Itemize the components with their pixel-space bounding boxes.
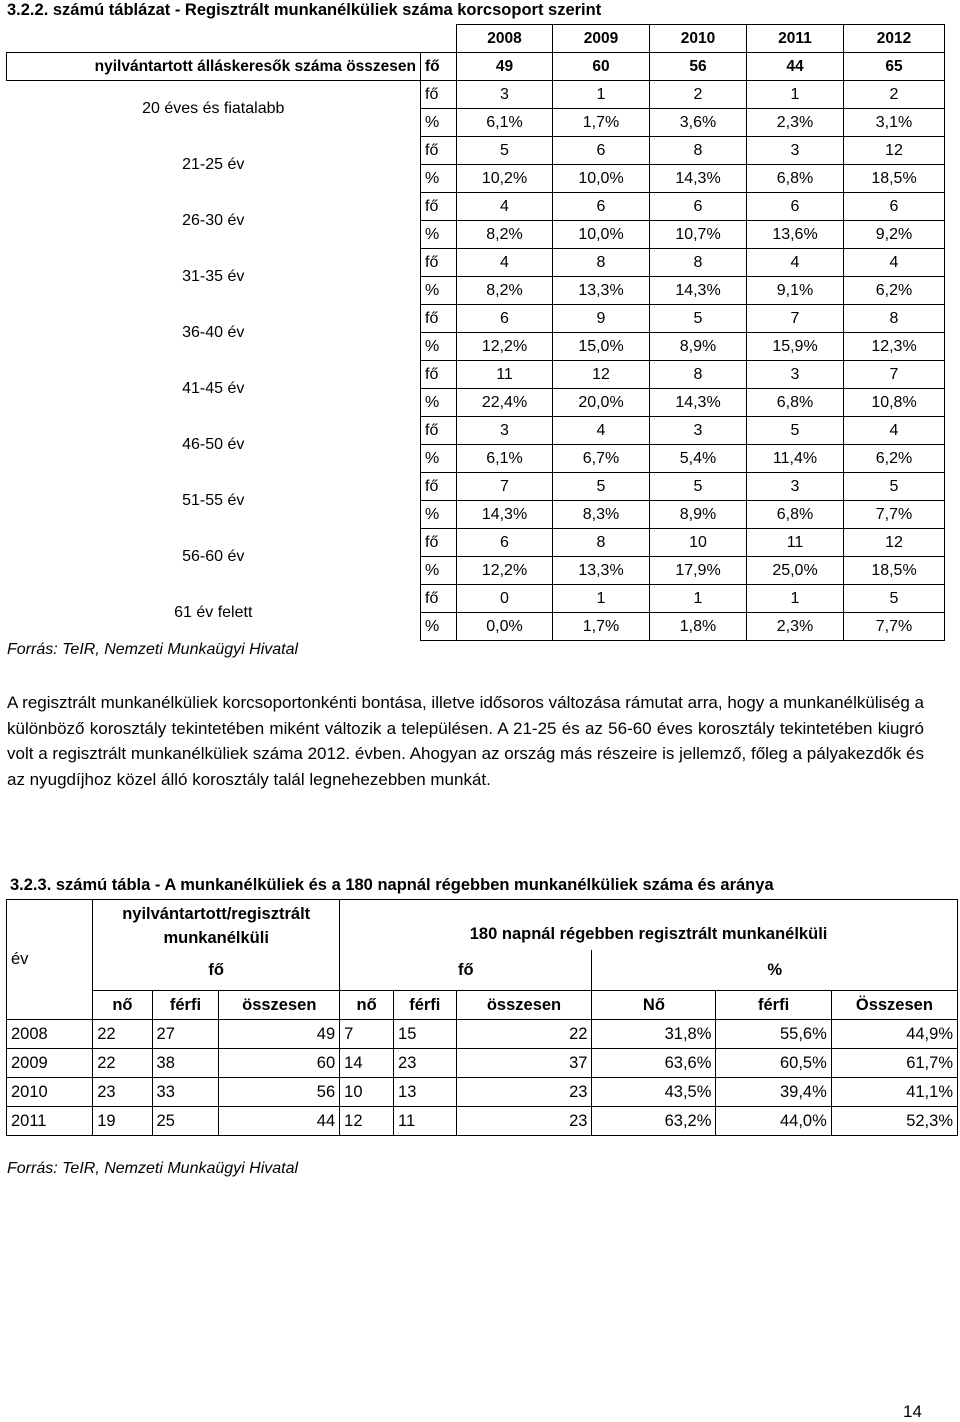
value-cell: 22	[93, 1020, 152, 1049]
value-cell: 49	[219, 1020, 340, 1049]
percent-cell: 1,8%	[650, 613, 747, 641]
unit-count: fő	[421, 193, 457, 221]
percent-cell: 8,3%	[553, 501, 650, 529]
percent-cell: 3,6%	[650, 109, 747, 137]
age-group-label: 20 éves és fiatalabb	[142, 99, 285, 117]
percent-cell: 14,3%	[457, 501, 553, 529]
count-cell: 8	[650, 137, 747, 165]
age-group-count-row	[7, 417, 945, 445]
count-cell: 7	[747, 305, 844, 333]
group-header-row	[7, 900, 958, 951]
count-cell: 1	[747, 81, 844, 109]
percent-cell: 13,3%	[553, 557, 650, 585]
count-cell: 11	[747, 529, 844, 557]
unit-percent: %	[421, 613, 457, 641]
year-header: 2012	[844, 25, 945, 53]
percent-cell: 15,9%	[747, 333, 844, 361]
age-group-label: 26-30 év	[182, 211, 245, 229]
count-cell: 1	[747, 585, 844, 613]
value-cell: 43,5%	[592, 1078, 716, 1107]
value-cell: 22	[456, 1020, 592, 1049]
count-cell: 2	[650, 81, 747, 109]
value-cell: 25	[152, 1107, 219, 1136]
unit3-header: %	[592, 950, 958, 991]
count-cell: 6	[747, 193, 844, 221]
age-group-label: 56-60 év	[182, 547, 245, 565]
age-group-table	[6, 24, 945, 641]
value-cell: 23	[93, 1078, 152, 1107]
unit-percent: %	[421, 389, 457, 417]
group2-header: 180 napnál régebben regisztrált munkanélküli	[340, 900, 958, 951]
count-cell: 12	[553, 361, 650, 389]
value-cell: 23	[456, 1107, 592, 1136]
value-cell: 56	[219, 1078, 340, 1107]
count-cell: 7	[844, 361, 945, 389]
count-cell: 8	[650, 249, 747, 277]
year-cell: 2008	[7, 1020, 93, 1049]
count-cell: 8	[553, 529, 650, 557]
value-cell: 55,6%	[716, 1020, 831, 1049]
sub-header: nő	[93, 991, 152, 1020]
unit-count: fő	[421, 137, 457, 165]
percent-cell: 18,5%	[844, 557, 945, 585]
count-cell: 4	[844, 417, 945, 445]
total-value: 44	[747, 53, 844, 81]
table1-title: 3.2.2. számú táblázat - Regisztrált munkanélküliek száma korcsoport szerint	[7, 1, 602, 19]
sub-header: férfi	[716, 991, 831, 1020]
percent-cell: 9,2%	[844, 221, 945, 249]
table2-source: Forrás: TeIR, Nemzeti Munkaügyi Hivatal	[7, 1160, 299, 1177]
percent-cell: 6,8%	[747, 501, 844, 529]
value-cell: 37	[456, 1049, 592, 1078]
value-cell: 12	[340, 1107, 394, 1136]
count-cell: 3	[747, 361, 844, 389]
unit-percent: %	[421, 501, 457, 529]
count-cell: 8	[553, 249, 650, 277]
total-value: 49	[457, 53, 553, 81]
age-group-count-row	[7, 249, 945, 277]
age-group-count-row	[7, 305, 945, 333]
percent-cell: 6,7%	[553, 445, 650, 473]
value-cell: 60	[219, 1049, 340, 1078]
value-cell: 44	[219, 1107, 340, 1136]
unit-count: fő	[421, 473, 457, 501]
percent-cell: 14,3%	[650, 277, 747, 305]
unit-count: fő	[421, 249, 457, 277]
unit-percent: %	[421, 277, 457, 305]
table-row	[7, 1020, 958, 1049]
value-cell: 52,3%	[831, 1107, 957, 1136]
count-cell: 8	[844, 305, 945, 333]
count-cell: 4	[747, 249, 844, 277]
count-cell: 6	[844, 193, 945, 221]
value-cell: 63,6%	[592, 1049, 716, 1078]
percent-cell: 8,9%	[650, 501, 747, 529]
sub-header: férfi	[152, 991, 219, 1020]
unit-count: fő	[421, 529, 457, 557]
count-cell: 8	[650, 361, 747, 389]
percent-cell: 9,1%	[747, 277, 844, 305]
total-row	[7, 53, 945, 81]
count-cell: 2	[844, 81, 945, 109]
value-cell: 33	[152, 1078, 219, 1107]
percent-cell: 13,3%	[553, 277, 650, 305]
percent-cell: 22,4%	[457, 389, 553, 417]
value-cell: 14	[340, 1049, 394, 1078]
value-cell: 19	[93, 1107, 152, 1136]
unit-percent: %	[421, 165, 457, 193]
table-row	[7, 1078, 958, 1107]
percent-cell: 5,4%	[650, 445, 747, 473]
unit-count: fő	[421, 361, 457, 389]
sub-header: nő	[340, 991, 394, 1020]
percent-cell: 6,1%	[457, 109, 553, 137]
value-cell: 60,5%	[716, 1049, 831, 1078]
count-cell: 6	[650, 193, 747, 221]
age-group-count-row	[7, 585, 945, 613]
percent-cell: 13,6%	[747, 221, 844, 249]
table2-title: 3.2.3. számú tábla - A munkanélküliek és a 180 napnál régebben munkanélküliek száma és aránya	[10, 876, 774, 894]
age-group-label: 46-50 év	[182, 435, 245, 453]
year-column-header: év	[7, 900, 93, 1020]
percent-cell: 6,2%	[844, 277, 945, 305]
count-cell: 5	[650, 473, 747, 501]
percent-cell: 7,7%	[844, 613, 945, 641]
count-cell: 5	[553, 473, 650, 501]
year-cell: 2011	[7, 1107, 93, 1136]
percent-cell: 10,0%	[553, 221, 650, 249]
percent-cell: 3,1%	[844, 109, 945, 137]
total-row-unit: fő	[421, 53, 457, 81]
percent-cell: 6,8%	[747, 389, 844, 417]
percent-cell: 14,3%	[650, 165, 747, 193]
value-cell: 10	[340, 1078, 394, 1107]
count-cell: 5	[650, 305, 747, 333]
age-group-count-row	[7, 473, 945, 501]
age-group-count-row	[7, 81, 945, 109]
unit-count: fő	[421, 305, 457, 333]
year-header: 2010	[650, 25, 747, 53]
count-cell: 1	[650, 585, 747, 613]
value-cell: 11	[394, 1107, 457, 1136]
value-cell: 39,4%	[716, 1078, 831, 1107]
percent-cell: 8,9%	[650, 333, 747, 361]
value-cell: 61,7%	[831, 1049, 957, 1078]
count-cell: 0	[457, 585, 553, 613]
value-cell: 31,8%	[592, 1020, 716, 1049]
count-cell: 3	[457, 81, 553, 109]
percent-cell: 18,5%	[844, 165, 945, 193]
table-row	[7, 1107, 958, 1136]
percent-cell: 11,4%	[747, 445, 844, 473]
count-cell: 10	[650, 529, 747, 557]
unit-percent: %	[421, 221, 457, 249]
year-header-row	[7, 25, 945, 53]
sub-header: Összesen	[831, 991, 957, 1020]
total-value: 60	[553, 53, 650, 81]
percent-cell: 12,2%	[457, 557, 553, 585]
value-cell: 41,1%	[831, 1078, 957, 1107]
percent-cell: 10,2%	[457, 165, 553, 193]
total-value: 65	[844, 53, 945, 81]
count-cell: 5	[747, 417, 844, 445]
percent-cell: 6,8%	[747, 165, 844, 193]
count-cell: 4	[844, 249, 945, 277]
count-cell: 12	[844, 529, 945, 557]
count-cell: 3	[457, 417, 553, 445]
percent-cell: 12,3%	[844, 333, 945, 361]
unit-count: fő	[421, 585, 457, 613]
count-cell: 4	[457, 249, 553, 277]
age-group-count-row	[7, 193, 945, 221]
count-cell: 7	[457, 473, 553, 501]
percent-cell: 10,0%	[553, 165, 650, 193]
percent-cell: 8,2%	[457, 221, 553, 249]
percent-cell: 1,7%	[553, 613, 650, 641]
unit2-header: fő	[340, 950, 592, 991]
count-cell: 1	[553, 585, 650, 613]
value-cell: 44,0%	[716, 1107, 831, 1136]
age-group-label: 51-55 év	[182, 491, 245, 509]
age-group-label: 36-40 év	[182, 323, 245, 341]
unit-percent: %	[421, 557, 457, 585]
percent-cell: 12,2%	[457, 333, 553, 361]
value-cell: 23	[456, 1078, 592, 1107]
percent-cell: 17,9%	[650, 557, 747, 585]
value-cell: 23	[394, 1049, 457, 1078]
sub-header: férfi	[394, 991, 457, 1020]
sub-header: összesen	[456, 991, 592, 1020]
count-cell: 6	[457, 305, 553, 333]
percent-cell: 10,8%	[844, 389, 945, 417]
total-value: 56	[650, 53, 747, 81]
count-cell: 1	[553, 81, 650, 109]
percent-cell: 10,7%	[650, 221, 747, 249]
table1-source: Forrás: TeIR, Nemzeti Munkaügyi Hivatal	[7, 641, 299, 658]
group1-header: nyilvántartott/regisztrált munkanélküli	[93, 900, 340, 951]
value-cell: 27	[152, 1020, 219, 1049]
count-cell: 9	[553, 305, 650, 333]
count-cell: 6	[457, 529, 553, 557]
year-header: 2009	[553, 25, 650, 53]
unit-percent: %	[421, 109, 457, 137]
percent-cell: 1,7%	[553, 109, 650, 137]
count-cell: 6	[553, 137, 650, 165]
age-group-label: 31-35 év	[182, 267, 245, 285]
sub-header: Nő	[592, 991, 716, 1020]
count-cell: 4	[553, 417, 650, 445]
age-group-count-row	[7, 137, 945, 165]
unit-percent: %	[421, 333, 457, 361]
value-cell: 44,9%	[831, 1020, 957, 1049]
count-cell: 11	[457, 361, 553, 389]
age-group-label: 61 év felett	[174, 603, 253, 621]
sub-header: összesen	[219, 991, 340, 1020]
percent-cell: 20,0%	[553, 389, 650, 417]
total-row-label: nyilvántartott álláskeresők száma összesen	[7, 53, 421, 81]
value-cell: 63,2%	[592, 1107, 716, 1136]
unit-percent: %	[421, 445, 457, 473]
count-cell: 6	[553, 193, 650, 221]
count-cell: 3	[747, 137, 844, 165]
percent-cell: 8,2%	[457, 277, 553, 305]
count-cell: 5	[844, 473, 945, 501]
long-term-unemployed-table	[6, 899, 958, 1136]
unit-header-row	[7, 950, 958, 991]
value-cell: 13	[394, 1078, 457, 1107]
count-cell: 12	[844, 137, 945, 165]
count-cell: 3	[747, 473, 844, 501]
percent-cell: 14,3%	[650, 389, 747, 417]
year-cell: 2009	[7, 1049, 93, 1078]
percent-cell: 6,1%	[457, 445, 553, 473]
year-header: 2008	[457, 25, 553, 53]
percent-cell: 0,0%	[457, 613, 553, 641]
percent-cell: 7,7%	[844, 501, 945, 529]
value-cell: 15	[394, 1020, 457, 1049]
age-group-count-row	[7, 529, 945, 557]
year-header: 2011	[747, 25, 844, 53]
unit-count: fő	[421, 417, 457, 445]
unit-count: fő	[421, 81, 457, 109]
age-group-count-row	[7, 361, 945, 389]
age-group-label: 21-25 év	[182, 155, 245, 173]
percent-cell: 6,2%	[844, 445, 945, 473]
percent-cell: 15,0%	[553, 333, 650, 361]
count-cell: 5	[457, 137, 553, 165]
value-cell: 38	[152, 1049, 219, 1078]
year-cell: 2010	[7, 1078, 93, 1107]
count-cell: 4	[457, 193, 553, 221]
count-cell: 3	[650, 417, 747, 445]
analysis-paragraph: A regisztrált munkanélküliek korcsoportonkénti bontása, illetve idősoros változása rámutat arra, hogy a munkanélküliség a különböző korosztály tekintetében miként változik a településen. A 21-25 és az 56-60 éves korosztály tekintetében kiugró volt a regisztrált munkanélküliek száma 2012. évben. Ahogyan az ország más részeire is jellemző, főleg a pályakezdők és az nyugdíjhoz közel álló korosztály talál legnehezebben munkát.	[7, 693, 924, 789]
value-cell: 7	[340, 1020, 394, 1049]
sub-header-row	[7, 991, 958, 1020]
value-cell: 22	[93, 1049, 152, 1078]
percent-cell: 2,3%	[747, 109, 844, 137]
age-group-label: 41-45 év	[182, 379, 245, 397]
percent-cell: 2,3%	[747, 613, 844, 641]
percent-cell: 25,0%	[747, 557, 844, 585]
table-row	[7, 1049, 958, 1078]
unit1-header: fő	[93, 950, 340, 991]
count-cell: 5	[844, 585, 945, 613]
page-number: 14	[903, 1402, 922, 1421]
